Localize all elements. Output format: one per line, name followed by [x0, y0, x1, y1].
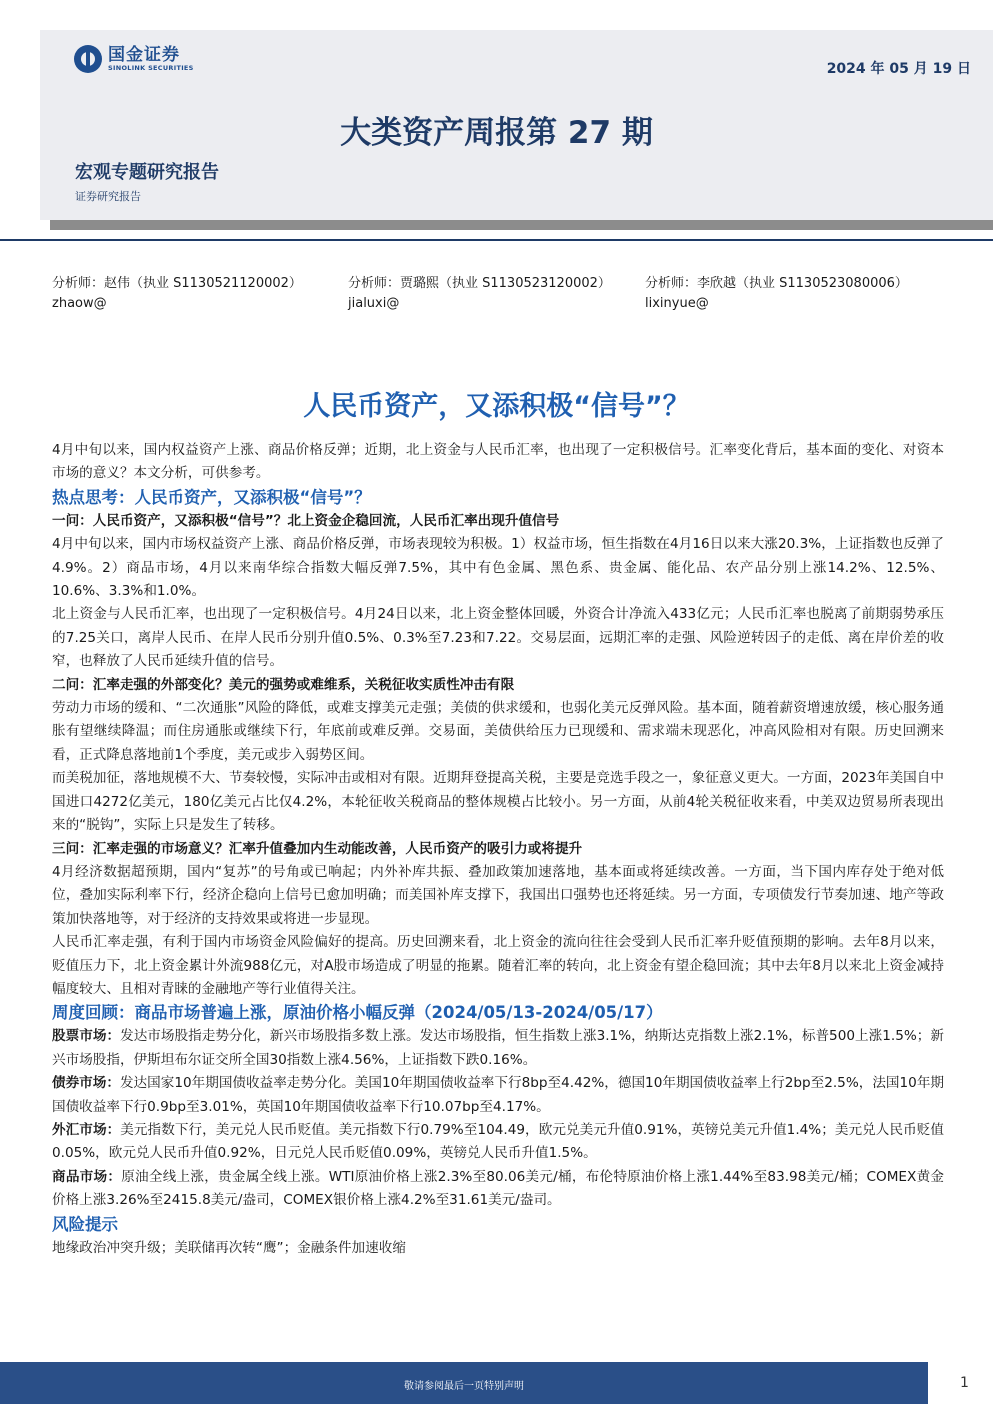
market-text: 原油全线上涨，贵金属全线上涨。WTI原油价格上涨2.3%至80.06美元/桶，布伦特原油价格上涨1.44%至83.98美元/桶；COMEX黄金价格上涨3.26%至2415.8美元/盎司，COMEX银价格上涨4.2%至31.61美元/盎司。	[52, 1168, 944, 1209]
paragraph: 劳动力市场的缓和、“二次通胀”风险的降低，或难支撑美元走强；美债的供求缓和，也弱化美元反弹风险。基本面，随着薪资增速放缓，核心服务通胀有望继续降温；而住房通胀或继续下行，年底前或难反弹。交易面，美债供给压力已现缓和、需求端未现恶化，冲高风险相对有限。历史回溯来看，正式降息落地前1个季度，美元或步入弱势区间。	[52, 700, 944, 763]
report-title: 大类资产周报第 27 期	[340, 115, 653, 151]
paragraph: 北上资金与人民币汇率，也出现了一定积极信号。4月24日以来，北上资金整体回暖，外资合计净流入433亿元；人民币汇率也脱离了前期弱势承压的7.25关口，离岸人民币、在岸人民币分别升值0.5%、0.3%至7.23和7.22。交易层面，远期汇率的走强、风险逆转因子的走低、离在岸价差的收窄，也释放了人民币延续升值的信号。	[52, 606, 944, 670]
analyst-email[interactable]: jialuxi@	[348, 296, 400, 311]
analyst-name: 分析师：贾璐熙（执业 S1130523120002）	[348, 276, 611, 291]
analyst-email[interactable]: lixinyue@	[645, 296, 709, 311]
report-subtitle: 宏观专题研究报告	[75, 162, 219, 183]
section-heading-hot-topic: 热点思考：人民币资产，又添积极“信号”？	[52, 487, 371, 507]
market-label: 商品市场：	[52, 1168, 122, 1185]
analyst-name: 分析师：李欣越（执业 S1130523080006）	[645, 276, 908, 291]
analyst-name: 分析师：赵伟（执业 S1130521120002）	[52, 276, 302, 291]
section-heading-weekly-review: 周度回顾：商品市场普遍上涨，原油价格小幅反弹（2024/05/13-2024/05/17）	[52, 1003, 663, 1023]
paragraph: 4月中旬以来，国内市场权益资产上涨、商品价格反弹，市场表现较为积极。1）权益市场，恒生指数在4月16日以来大涨20.3%，上证指数也反弹了4.9%。2）商品市场，4月以来南华综合指数大幅反弹7.5%，其中有色金属、黑色系、贵金属、能化品、农产品分别上涨14.2%、12.5%、10.6%、3.3%和1.0%。	[52, 536, 944, 600]
market-text: 发达国家10年期国债收益率走势分化。美国10年期国债收益率下行8bp至4.42%，德国10年期国债收益率上行2bp至2.5%，法国10年期国债收益率下行0.9bp至3.01%，英国10年期国债收益率下行10.07bp至4.17%。	[52, 1075, 945, 1115]
market-label: 股票市场：	[52, 1028, 121, 1045]
question-1-heading: 一问：人民币资产，又添积极“信号”？北上资金企稳回流，人民币汇率出现升值信号	[52, 512, 560, 529]
report-body	[52, 439, 944, 1260]
paragraph: 4月经济数据超预期，国内“复苏”的号角或已响起；内外补库共振、叠加政策加速落地，基本面或将延续改善。一方面，当下国内库存处于绝对低位，叠加实际利率下行，经济企稳向上信号已愈加明确；而美国补库支撑下，我国出口强势也还将延续。另一方面，专项债发行节奏加速、地产等政策加快落地等，对于经济的支持效果或将进一步显现。	[52, 863, 944, 927]
paragraph: 而美税加征，落地规模不大、节奏较慢，实际冲击或相对有限。近期拜登提高关税，主要是竞选手段之一，象征意义更大。一方面，2023年美国自中国进口4272亿美元，180亿美元占比仅4.2%，本轮征收关税商品的整体规模占比较小。另一方面，从前4轮关税征收来看，中美双边贸易所表现出来的“脱钩”，实际上只是发生了转移。	[52, 770, 944, 834]
market-paragraph-commodities	[52, 1166, 944, 1213]
analyst-2	[348, 275, 611, 313]
market-label: 外汇市场：	[52, 1121, 121, 1138]
company-logo	[74, 43, 194, 75]
market-label: 债券市场：	[52, 1075, 120, 1092]
header-divider	[0, 239, 993, 241]
paragraph: 人民币汇率走强，有利于国内市场资金风险偏好的提高。历史回溯来看，北上资金的流向往往会受到人民币汇率升贬值预期的影响。去年8月以来，贬值压力下，北上资金累计外流988亿元，对A股市场造成了明显的拖累。随着汇率的转向，北上资金有望企稳回流；其中去年8月以来北上资金减持幅度较大、且相对青睐的金融地产等行业值得关注。	[52, 934, 944, 997]
market-paragraph-fx	[52, 1119, 944, 1166]
market-paragraph-bonds	[52, 1072, 944, 1119]
section-heading-risk: 风险提示	[52, 1214, 118, 1234]
logo-mark-icon	[74, 45, 102, 73]
analyst-1	[52, 275, 302, 313]
question-2-heading: 二问：汇率走强的外部变化？美元的强势或难维系，关税征收实质性冲击有限	[52, 676, 515, 693]
footer-disclaimer: 敬请参阅最后一页特别声明	[404, 1381, 524, 1392]
logo-en-text: SINOLINK SECURITIES	[108, 64, 194, 72]
logo-cn-text: 国金证券	[108, 45, 180, 65]
intro-paragraph: 4月中旬以来，国内权益资产上涨、商品价格反弹；近期，北上资金与人民币汇率，也出现了一定积极信号。汇率变化背后，基本面的变化、对资本市场的意义？本文分析，可供参考。	[52, 442, 944, 482]
market-text: 发达市场股指走势分化，新兴市场股指多数上涨。发达市场股指，恒生指数上涨3.1%，纳斯达克指数上涨2.1%，标普500上涨1.5%；新兴市场股指，伊斯坦布尔证交所全国30指数上涨4.56%，上证指数下跌0.16%。	[52, 1028, 944, 1068]
report-type: 证券研究报告	[75, 190, 141, 203]
analyst-3	[645, 275, 908, 313]
market-text: 美元指数下行，美元兑人民币贬值。美元指数下行0.79%至104.49，欧元兑美元升值0.91%，英镑兑美元升值1.4%；美元兑人民币贬值0.05%，欧元兑人民币升值0.92%，日元兑人民币贬值0.09%，英镑兑人民币升值1.5%。	[52, 1121, 944, 1162]
question-3-heading: 三问：汇率走强的市场意义？汇率升值叠加内生动能改善，人民币资产的吸引力或将提升	[52, 840, 583, 857]
market-paragraph-stocks	[52, 1025, 944, 1072]
page-number: 1	[960, 1375, 969, 1391]
risk-paragraph: 地缘政治冲突升级；美联储再次转“鹰”；金融条件加速收缩	[52, 1239, 406, 1256]
report-date: 2024 年 05 月 19 日	[826, 61, 971, 77]
analyst-email[interactable]: zhaow@	[52, 296, 107, 311]
headline: 人民币资产，又添积极“信号”？	[303, 391, 690, 422]
